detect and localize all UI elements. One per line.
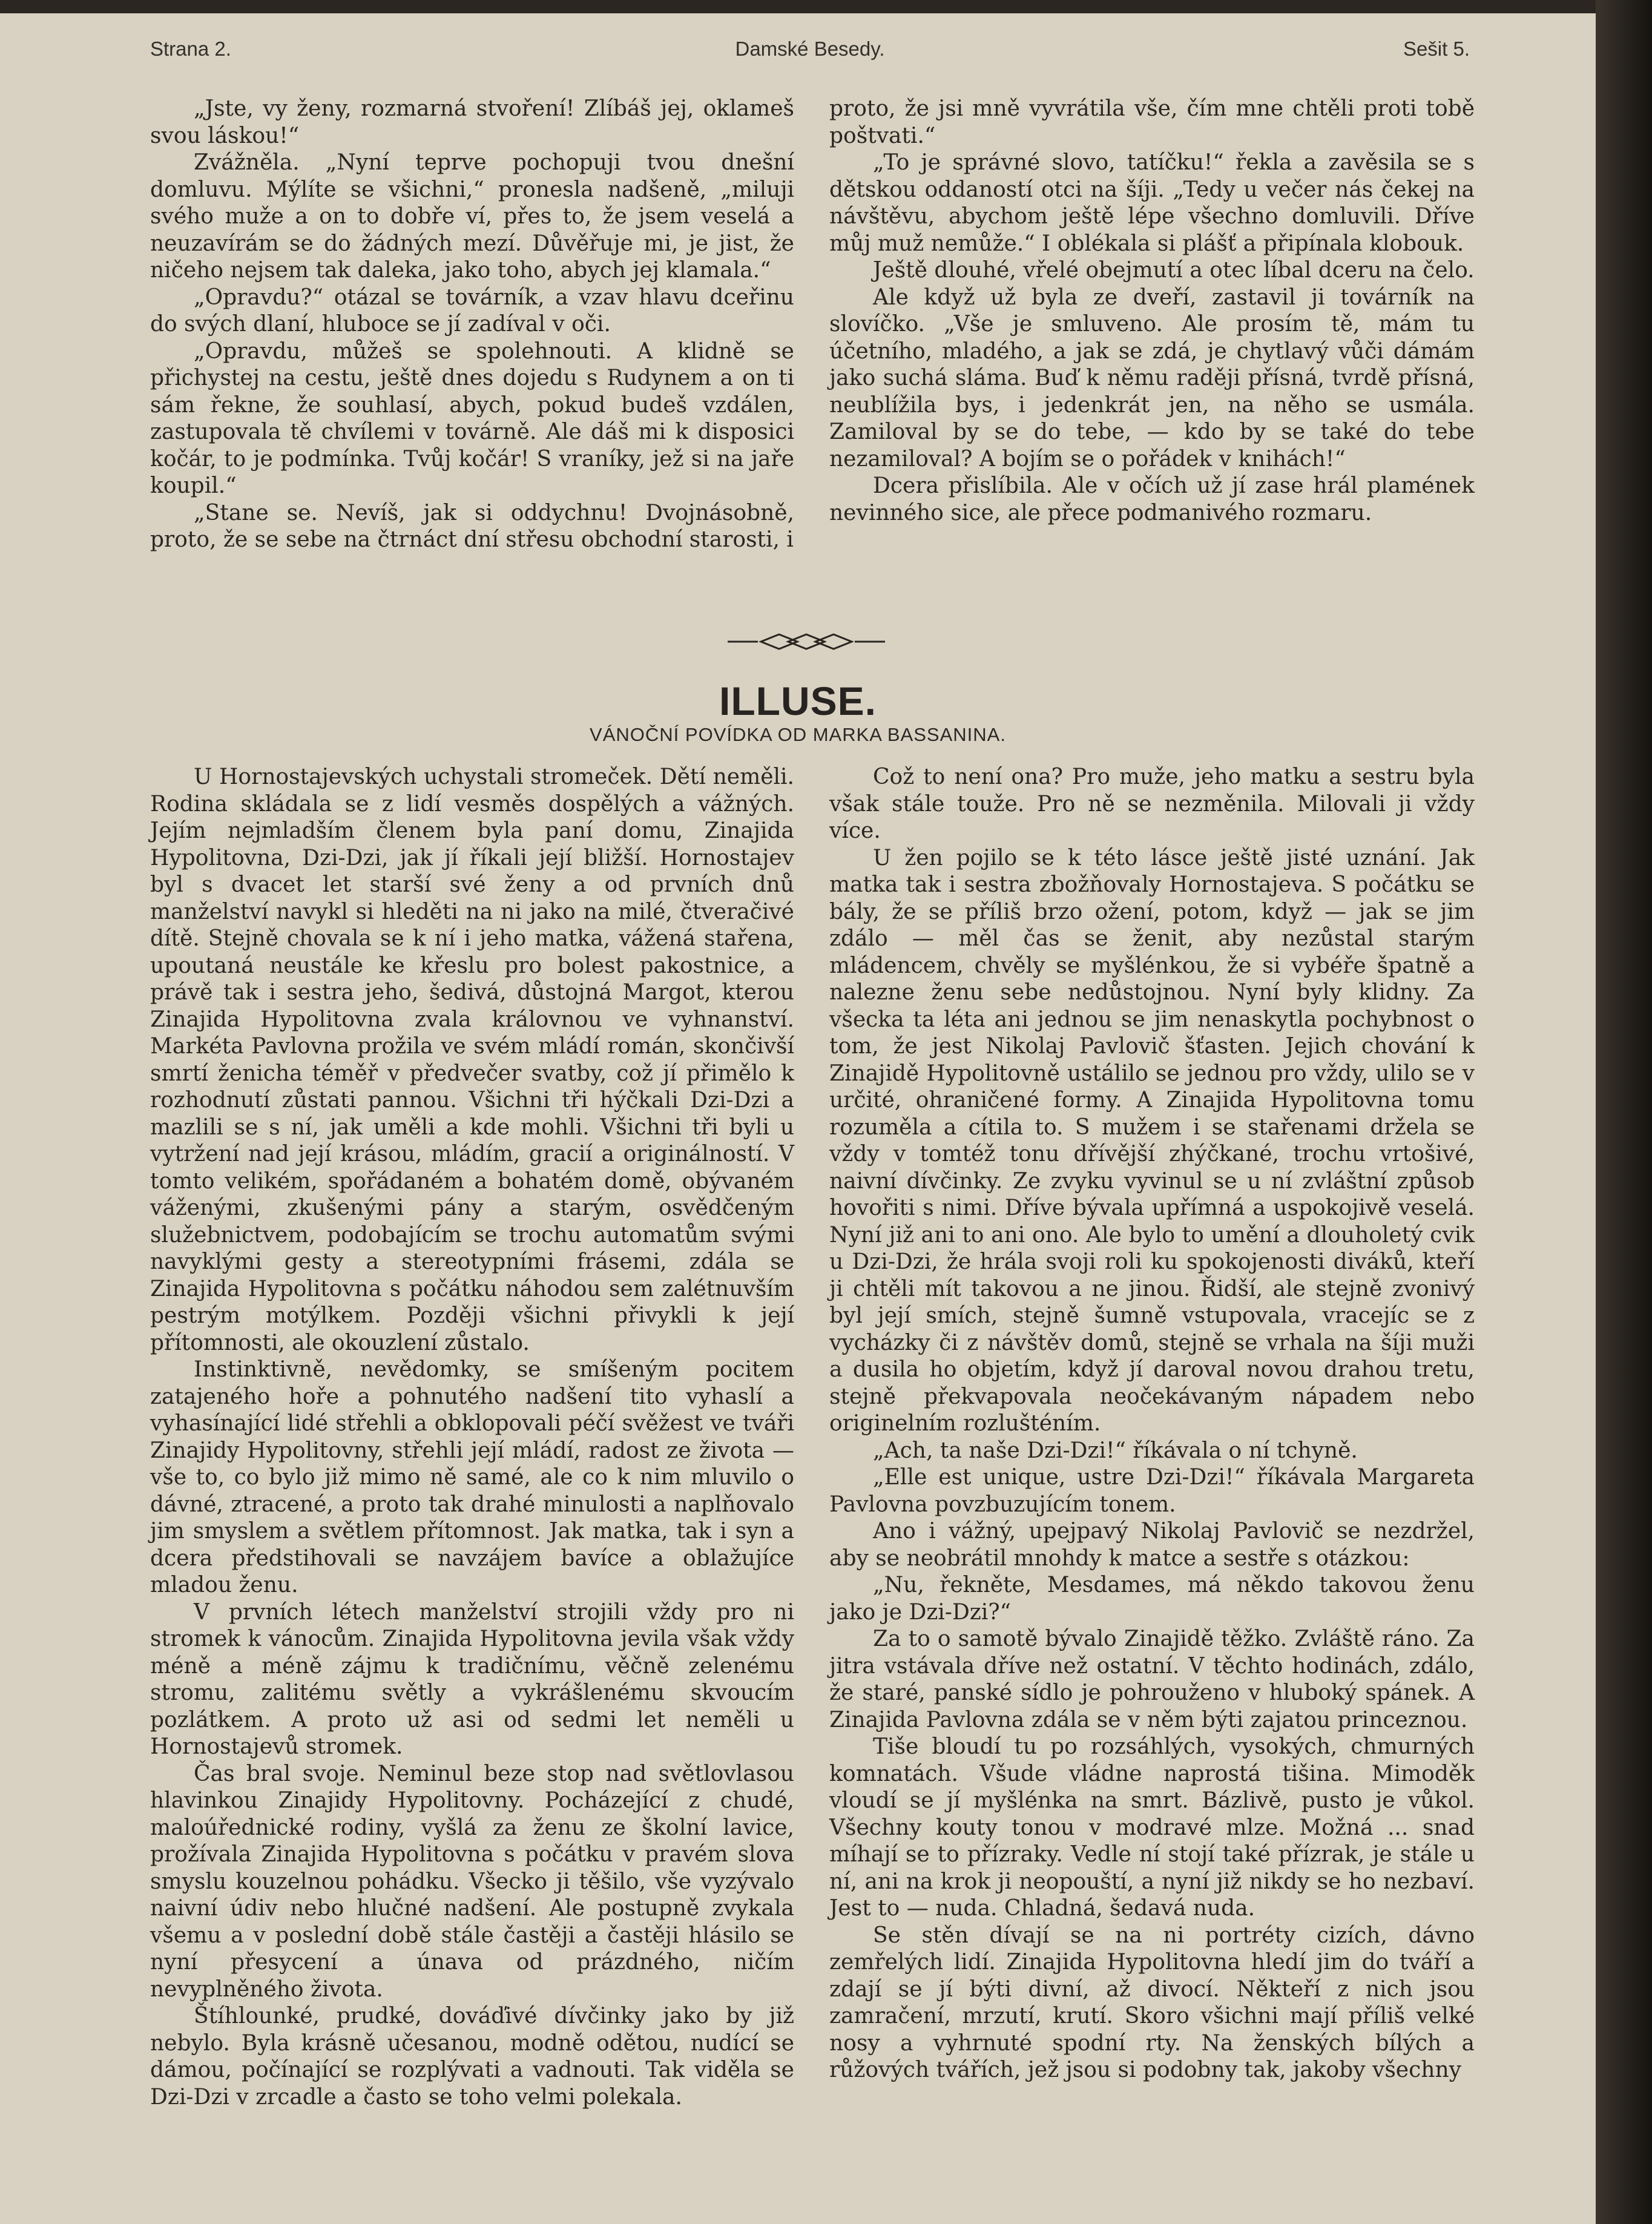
paragraph: Což to není ona? Pro muže, jeho matku a sestru byla však stále touže. Pro ně se nezměnila. Milovali ji vždy více.: [829, 765, 1475, 843]
paragraph: „Elle est unique, ustre Dzi-Dzi!“ říkávala Margareta Pavlovna povzbuzujícím tonem.: [829, 1465, 1475, 1517]
publication-title: Damské Besedy.: [735, 38, 885, 60]
paragraph: Zvážněla. „Nyní teprve pochopuji tvou dnešní domluvu. Mýlíte se všichni,“ pronesla nadšeně, „miluji svého muže a on to dobře ví, přes to, že jsem veselá a neuzavírám se do žádných mezí. Důvěřuje mi, je jist, že ničeho nejsem tak daleka, jako toho, abych jej klamala.“: [150, 150, 794, 283]
paragraph: Instinktivně, nevědomky, se smíšeným pocitem zatajeného hoře a pohnutého nadšení tito vyhaslí a vyhasínající lidé střehli a obklopovali péčí svěžest ve tváři Zinajidy Hypolitovny, střehli její mládí, radost ze života — vše to, co bylo již mimo ně samé, ale co k nim mluvilo o dávné, ztracené, a proto tak drahé minulosti a naplňovalo jim smyslem a světlem přítomnost. Jak matka, tak i syn a dcera předstihovali se navzájem bavíce a oblažujíce mladou ženu.: [150, 1357, 794, 1597]
story-title: ILLUSE.: [719, 679, 877, 723]
paragraph: „Opravdu?“ otázal se továrník, a vzav hlavu dceřinu do svých dlaní, hluboce se jí zadíval v oči.: [150, 285, 794, 337]
paragraph: „Opravdu, můžeš se spolehnouti. A klidně se přichystej na cestu, ještě dnes dojedu s Rudynem a on ti sám řekne, že souhlasí, abych, pokud budeš vzdálen, zastupovala tě chvílemi v továrně. Ale dáš mi k disposici kočár, to je podmínka. Tvůj kočár! S vraníky, jež si na jaře koupil.“: [150, 338, 794, 498]
issue-number: Sešit 5.: [1403, 38, 1470, 60]
paragraph: Se stěn dívají se na ni portréty cizích, dávno zemřelých lidí. Zinajida Hypolitovna hledí jim do tváří a zdají se jí býti divní, až divocí. Někteří z nich jsou zamračení, mrzutí, krutí. Skoro všichni mají příliš velké nosy a vyhrnuté spodní rty. Na ženských bílých a růžových tvářích, jež jsou si podobny tak, jakoby všechny: [829, 1923, 1475, 2082]
paragraph: Dcera přislíbila. Ale v očích už jí zase hrál plamének nevinného sice, ale přece podmanivého rozmaru.: [829, 473, 1475, 525]
page-top-edge: [0, 0, 1596, 13]
top-left-column: [150, 96, 794, 554]
paragraph: Ještě dlouhé, vřelé obejmutí a otec líbal dceru na čelo.: [873, 258, 1475, 283]
paragraph: Štíhlounké, prudké, dováďivé dívčinky jako by již nebylo. Byla krásně učesanou, modně odětou, nudící se dámou, počínající se rozplývati a vadnouti. Tak viděla se Dzi-Dzi v zrcadle a často se toho velmi polekala.: [150, 2004, 794, 2110]
paragraph: „Ach, ta naše Dzi-Dzi!“ říkávala o ní tchyně.: [873, 1438, 1358, 1463]
story-subtitle: VÁNOČNÍ POVÍDKA OD MARKA BASSANINA.: [590, 724, 1006, 745]
page-number: Strana 2.: [150, 38, 231, 60]
paragraph: „Jste, vy ženy, rozmarná stvoření! Zlíbáš jej, oklameš svou láskou!“: [150, 96, 794, 148]
paragraph: „To je správné slovo, tatíčku!“ řekla a zavěsila se s dětskou oddaností otci na šíji. „Tedy u večer nás čekej na návštěvu, abychom ještě lépe všechno domluvili. Dříve můj muž nemůže.“ I oblékala si plášť a připínala klobouk.: [829, 150, 1475, 256]
paragraph: Tiše bloudí tu po rozsáhlých, vysokých, chmurných komnatách. Všude vládne naprostá tišina. Mimoděk vloudí se jí myšlénka na smrt. Bázlivě, pusto je vůkol. Všechny kouty tonou v modravé mlze. Možná ... snad míhají se to přízraky. Vedle ní stojí také přízrak, je stále u ní, ani na krok ji neopouští, a nyní již nikdy se ho nezbaví. Jest to — nuda. Chladná, šedavá nuda.: [829, 1734, 1475, 1921]
paragraph: „Stane se. Nevíš, jak si oddychnu! Dvojnásobně, proto, že se sebe na čtrnáct dní střesu obchodní starosti, i: [150, 500, 794, 552]
paragraph: „Nu, řekněte, Mesdames, má někdo takovou ženu jako je Dzi-Dzi?“: [829, 1573, 1475, 1625]
paragraph: proto, že jsi mně vyvrátila vše, čím mne chtěli proti tobě poštvati.“: [829, 96, 1475, 148]
story-left-column: [150, 764, 794, 2111]
top-right-column: [829, 96, 1475, 527]
book-spine-shadow: [1596, 0, 1652, 2224]
paragraph: V prvních létech manželství strojili vždy pro ni stromek k vánocům. Zinajida Hypolitovna jevila však vždy méně a méně zájmu k tradičnímu, věčně zelenému stromu, zalitému světly a vykrášlenému skvoucím pozlátkem. A proto už asi od sedmi let neměli u Hornostajevů stromek.: [150, 1599, 794, 1759]
section-divider-ornament: [728, 631, 885, 653]
paragraph: Za to o samotě bývalo Zinajidě těžko. Zvláště ráno. Za jitra vstávala dříve než ostatní. V těchto hodinách, zdálo, že staré, panské sídlo je pohrouženo v hluboký spánek. A Zinajida Pavlovna zdála se v něm býti zajatou princeznou.: [829, 1627, 1475, 1732]
running-head: [150, 38, 1470, 68]
story-right-column: [829, 764, 1475, 2084]
paragraph: U žen pojilo se k této lásce ještě jisté uznání. Jak matka tak i sestra zbožňovaly Hornostajeva. S počátku se bály, že se příliš brzo ožení, potom, když — jak se jim zdálo — měl čas se ženit, aby nezůstal starým mládencem, chvěly se myšlénkou, že si vybéře špatně a nalezne ženu sebe nedůstojnou. Nyní byly klidny. Za všecka ta léta ani jednou se jim nenaskytla pochybnost o tom, že jest Nikolaj Pavlovič šťasten. Jejich chování k Zinajidě Hypolitovně ustálilo se jednou pro vždy, ulilo se v určité, ohraničené formy. A Zinajida Hypolitovna tomu rozuměla a cítila to. S mužem i se stařenami držela se vždy v tomtéž tonu dřívější zhýčkané, trochu vrtošivé, naivní dívčinky. Ze zvyku vyvinul se u ní zvláštní způsob hovořiti s nimi. Dříve bývala upřímná a uspokojivě veselá. Nyní již ani to ani ono. Ale bylo to umění a dlouholetý cvik u Dzi-Dzi, že hrála svoji roli ku spokojenosti diváků, kteří ji chtěli mít takovou a ne jinou. Řidší, ale stejně zvonivý byl její smích, stejně šumně vstupovala, vracejíc se z vycházky či z návštěv domů, stejně se vrhala na šíji muži a dusila ho objetím, když jí daroval novou drahou tretu, stejně překvapovala neočekávaným nápadem nebo originelním rozlušténím.: [829, 845, 1475, 1436]
paragraph: Čas bral svoje. Neminul beze stop nad světlovlasou hlavinkou Zinajidy Hypolitovny. Pocházející z chudé, maloúřednické rodiny, vyšlá za ženu ze školní lavice, prožívala Zinajida Hypolitovna s počátku v pravém slova smyslu kouzelnou pohádku. Všecko ji těšilo, vše vyzývalo naivní údiv nebo hlučné nadšení. Ale postupně zvykala všemu a v poslední době stále častěji a častěji hlásilo se nyní přesycení a únava od prázdného, ničím nevyplněného života.: [150, 1761, 794, 2002]
paragraph: Ale když už byla ze dveří, zastavil ji továrník na slovíčko. „Vše je smluveno. Ale prosím tě, mám tu účetního, mladého, a jak se zdá, je chytlavý vůči dámám jako suchá sláma. Buď k němu raději přísná, tvrdě přísná, neublížila bys, i jedenkrát jen, na něho se usmála. Zamiloval by se do tebe, — kdo by se také do tebe nezamiloval? A bojím se o pořádek v knihách!“: [829, 285, 1475, 472]
paragraph: U Hornostajevských uchystali stromeček. Dětí neměli. Rodina skládala se z lidí vesměs dospělých a vážných. Jejím nejmladším členem byla paní domu, Zinajida Hypolitovna, Dzi-Dzi, jak jí říkali její bližší. Hornostajev byl s dvacet let starší své ženy a od prvních dnů manželství navykl si hleděti na ni jako na milé, čtveračivé dítě. Stejně chovala se k ní i jeho matka, vážená stařena, upoutaná neustále ke křeslu pro bolest pakostnice, a právě tak i sestra jeho, šedivá, důstojná Margot, kterou Zinajida Hypolitovna zvala královnou ve vyhnanství. Markéta Pavlovna prožila ve svém mládí román, skončivší smrtí ženicha téměř v předvečer svatby, což jí přimělo k rozhodnutí zůstati pannou. Všichni tři hýčkali Dzi-Dzi a mazlili se s ní, jak uměli a kde mohli. Všichni tři byli u vytržení nad její krásou, mládím, gracií a originálností. V tomto velikém, spořádaném a bohatém domě, obývaném váženými, zkušenými pány a starým, osvědčeným služebnictvem, podobajícím se trochu automatům svými navyklými gesty a stereotypními frásemi, zdála se Zinajida Hypolitovna s počátku náhodou sem zalétnuvším pestrým motýlkem. Později všichni přivykli k její přítomnosti, ale okouzlení zůstalo.: [150, 765, 794, 1355]
paragraph: Ano i vážný, upejpavý Nikolaj Pavlovič se nezdržel, aby se neobrátil mnohdy k matce a sestře s otázkou:: [829, 1519, 1475, 1571]
